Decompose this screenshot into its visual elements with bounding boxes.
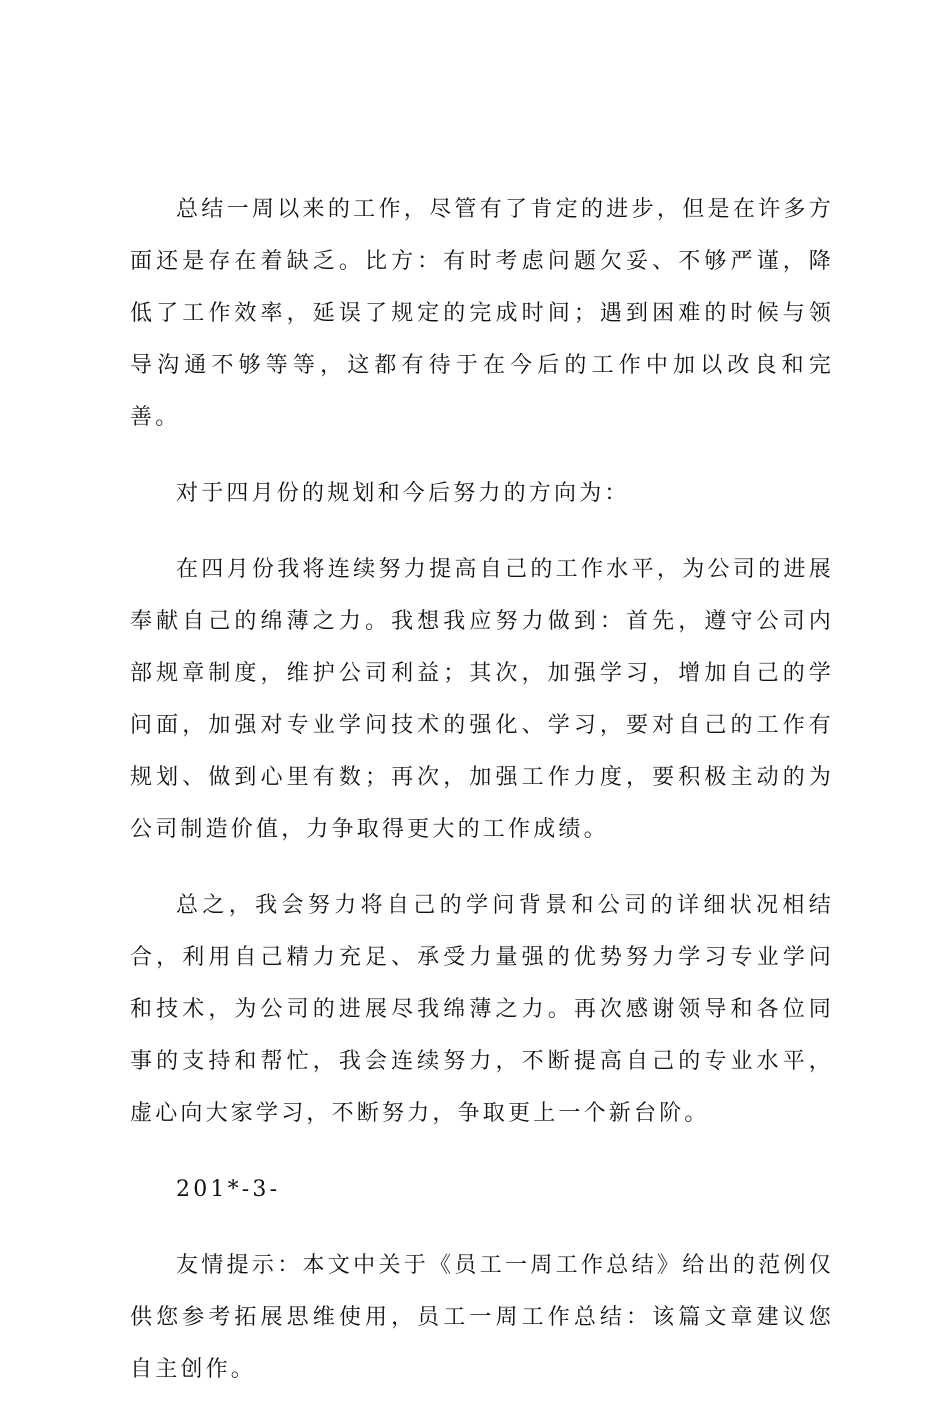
paragraph-april-plan-intro: 对于四月份的规划和今后努力的方向为：: [176, 481, 630, 506]
paragraph-conclusion: 总之，我会努力将自己的学问背景和公司的详细状况相结合，利用自己精力充足、承受力量强的优势努力学习专业学问和技术，为公司的进展尽我绵薄之力。再次感谢领导和各位同事的支持和帮忙，我会连续努力，不断提高自己的专业水平，虚心向大家学习，不断努力，争取更上一个新台阶。: [130, 893, 834, 1126]
document-date: 201*-3-: [176, 1177, 281, 1202]
document-body: [130, 184, 834, 1420]
paragraph-week-summary: 总结一周以来的工作，尽管有了肯定的进步，但是在许多方面还是存在着缺乏。比方：有时考虑问题欠妥、不够严谨，降低了工作效率，延误了规定的完成时间；遇到困难的时候与领导沟通不够等等，这都有待于在今后的工作中加以改良和完善。: [130, 197, 834, 430]
paragraph-friendly-tip: 友情提示：本文中关于《员工一周工作总结》给出的范例仅供您参考拓展思维使用，员工一周工作总结：该篇文章建议您自主创作。: [130, 1253, 834, 1382]
paragraph-april-plan: 在四月份我将连续努力提高自己的工作水平，为公司的进展奉献自己的绵薄之力。我想我应努力做到：首先，遵守公司内部规章制度，维护公司利益；其次，加强学习，增加自己的学问面，加强对专业学问技术的强化、学习，要对自己的工作有规划、做到心里有数；再次，加强工作力度，要积极主动的为公司制造价值，力争取得更大的工作成绩。: [130, 557, 834, 842]
